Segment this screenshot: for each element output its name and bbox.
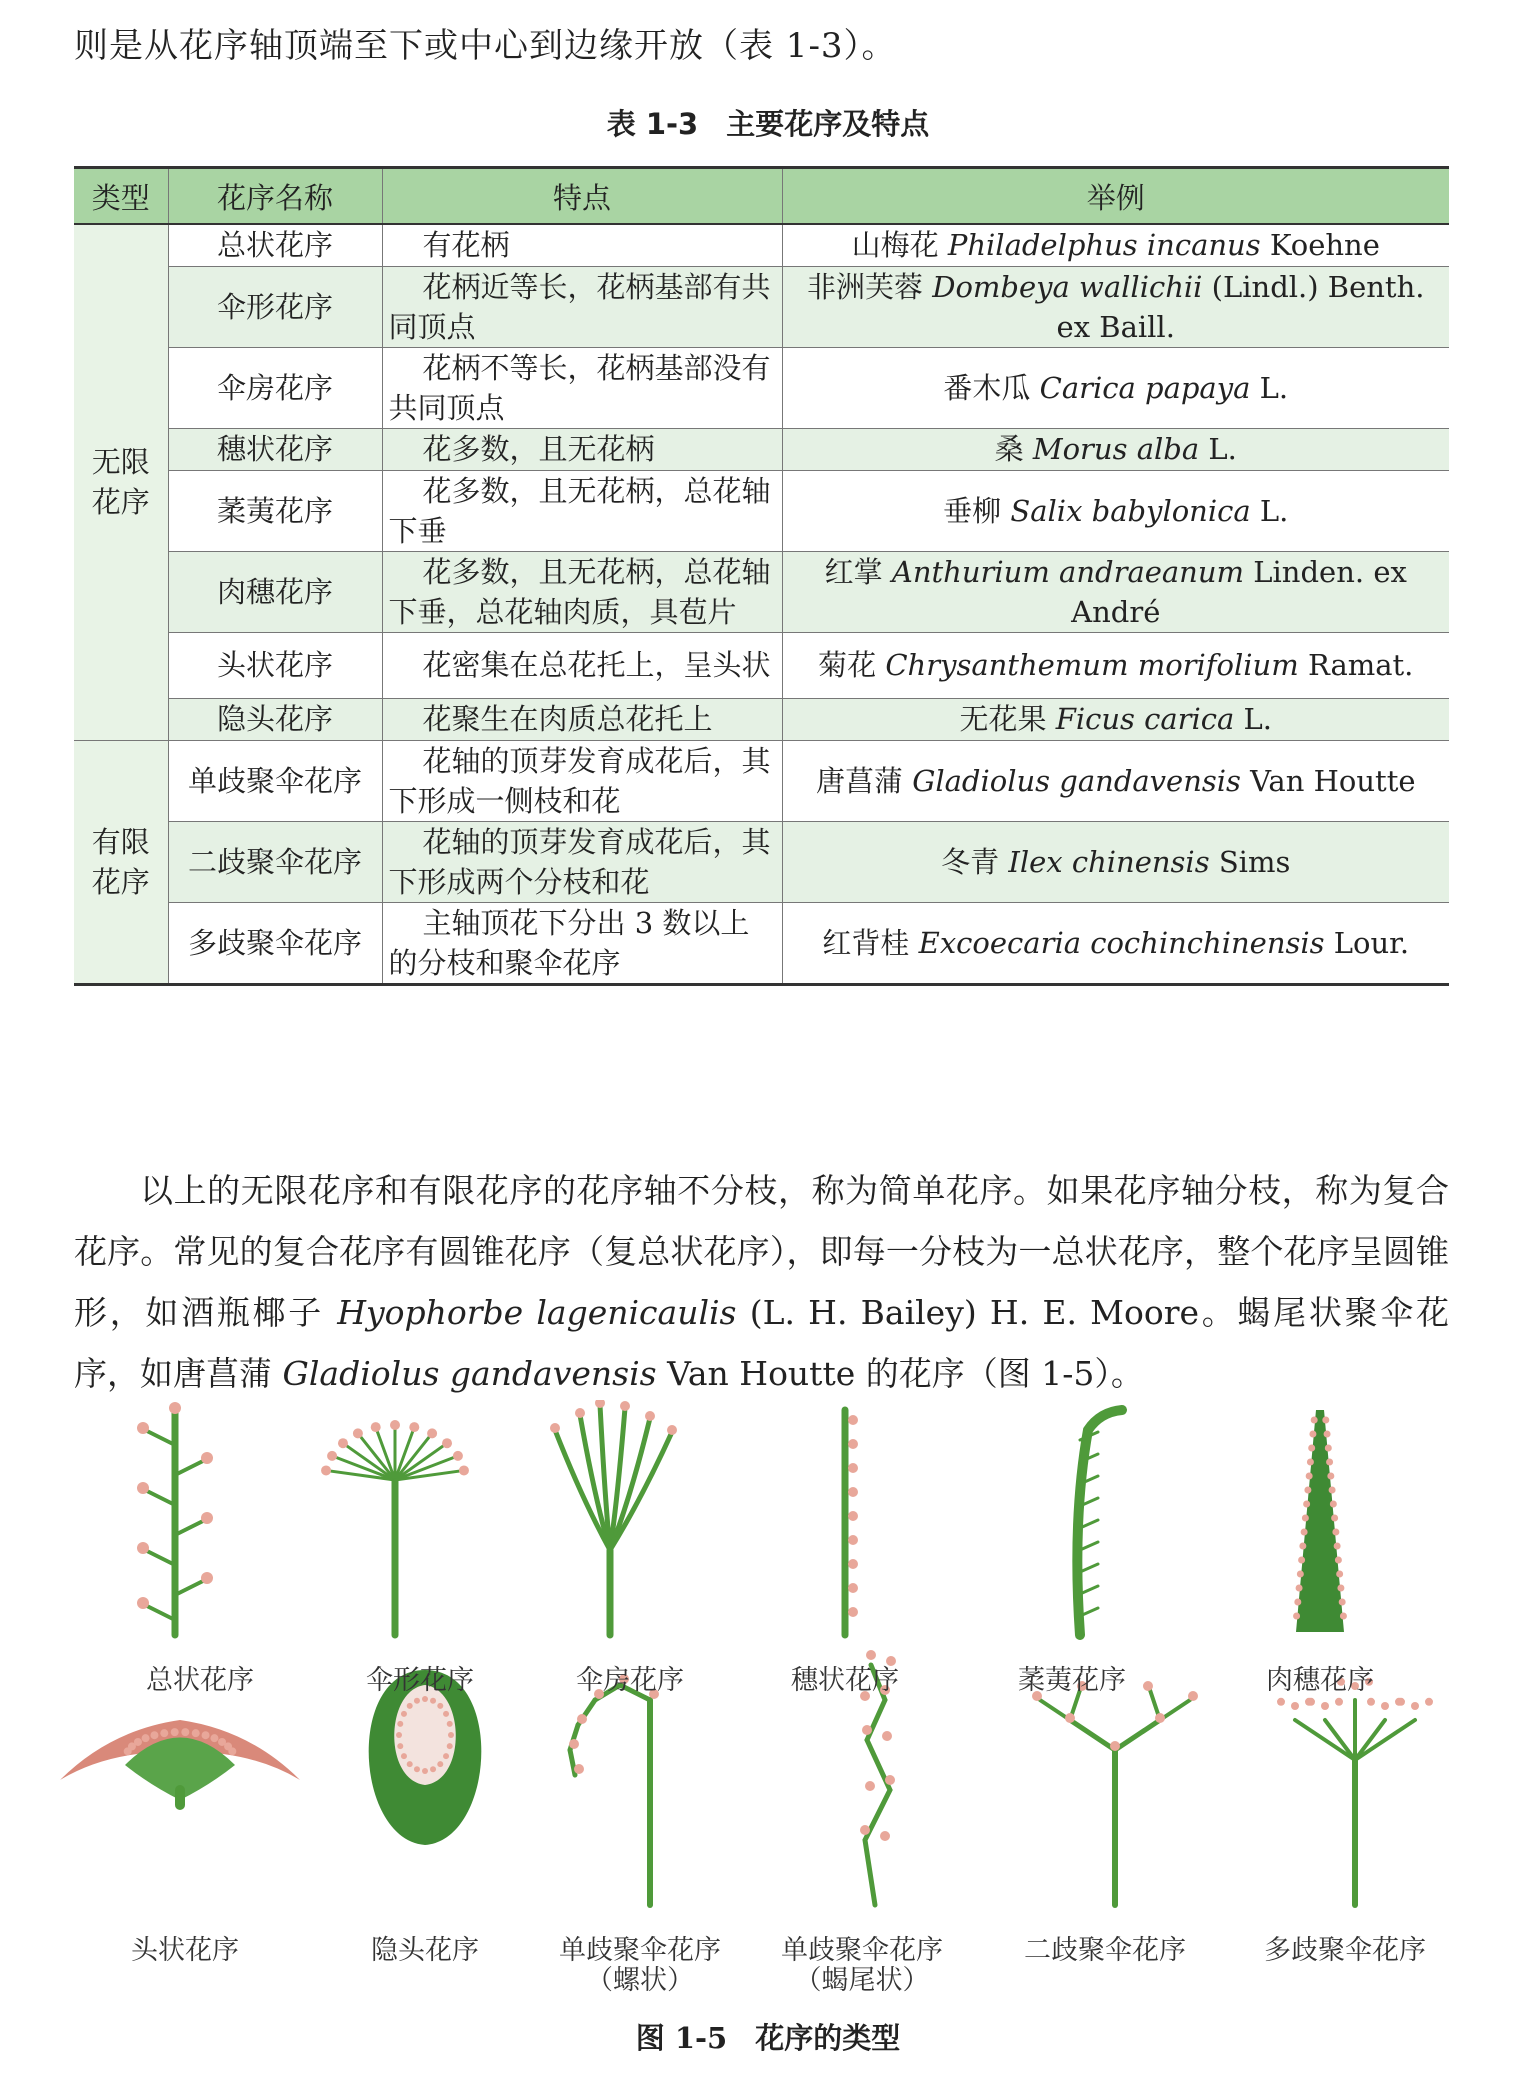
flower-dot xyxy=(327,1451,337,1461)
table-row xyxy=(74,428,1449,470)
label-corymb: 伞房花序 xyxy=(576,1665,684,1696)
flower-dot xyxy=(848,1559,858,1569)
example-latin: Philadelphus incanus xyxy=(947,228,1261,263)
table-number: 表 1-3 xyxy=(606,107,699,141)
flower-dot xyxy=(137,1422,149,1434)
pleiochasium-branch xyxy=(1325,1720,1355,1760)
example-latin: Salix babylonica xyxy=(1010,493,1251,528)
feature-cell: 主轴顶花下分出 3 数以上的分枝和聚伞花序 xyxy=(382,902,782,984)
flower-dot xyxy=(210,1734,218,1742)
flower-dot xyxy=(422,1768,428,1774)
flower-dot xyxy=(1324,1431,1331,1438)
flower-dot xyxy=(338,1438,348,1448)
flower-dot xyxy=(1294,1599,1301,1606)
flower-dot xyxy=(1332,1529,1339,1536)
flower-dot xyxy=(1306,1473,1313,1480)
flower-dot xyxy=(397,1721,403,1727)
flower-dot xyxy=(848,1487,858,1497)
flower-dot xyxy=(169,1402,181,1414)
flower-dot xyxy=(443,1753,449,1759)
bract xyxy=(1080,1564,1098,1572)
flower-dot xyxy=(430,1698,436,1704)
type-line2: 花序 xyxy=(91,485,150,520)
flower-dot xyxy=(1322,1417,1329,1424)
flower-dot xyxy=(443,1711,449,1717)
flower-dot xyxy=(1334,1543,1341,1550)
flower-dot xyxy=(407,1761,413,1767)
example-cell xyxy=(782,698,1449,740)
flower-dot xyxy=(396,1732,402,1738)
label-dichasium: 二歧聚伞花序 xyxy=(1024,1935,1186,1966)
label-hypanthodium: 隐头花序 xyxy=(371,1935,479,1966)
label-monochasium-1: 单歧聚伞花序 xyxy=(559,1935,721,1966)
label-head: 头状花序 xyxy=(131,1935,239,1966)
flower-dot xyxy=(1301,1529,1308,1536)
flower-dot xyxy=(574,1764,584,1774)
table-row xyxy=(74,470,1449,551)
flower-dot xyxy=(577,1714,587,1724)
example-cell xyxy=(782,821,1449,902)
feature-cell: 花柄不等长，花柄基部没有共同顶点 xyxy=(382,347,782,428)
flower-dot xyxy=(667,1425,677,1435)
flower-dot xyxy=(860,1825,870,1835)
table-header-row xyxy=(74,168,1449,225)
flower-dot xyxy=(181,1728,189,1736)
feature-cell: 花轴的顶芽发育成花后，其下形成一侧枝和花 xyxy=(382,740,782,821)
example-author: Van Houtte xyxy=(1250,763,1416,798)
feature-cell: 花柄近等长，花柄基部有共同顶点 xyxy=(382,266,782,347)
figure-title: 花序的类型 xyxy=(755,2021,901,2055)
type-cell xyxy=(74,740,168,984)
example-cn: 红背桂 xyxy=(822,925,910,960)
flower-dot xyxy=(401,1711,407,1717)
flower-dot xyxy=(390,1420,400,1430)
flower-dot xyxy=(453,1451,463,1461)
flower-dot xyxy=(1277,1698,1285,1706)
feature-cell: 花轴的顶芽发育成花后，其下形成两个分枝和花 xyxy=(382,821,782,902)
name-cell: 肉穗花序 xyxy=(168,551,382,632)
example-cn: 无花果 xyxy=(959,702,1047,736)
label-helicoid: （螺状） xyxy=(586,1965,694,1996)
flower-dot xyxy=(1110,1741,1120,1751)
example-latin: Chrysanthemum morifolium xyxy=(885,648,1299,682)
table-row xyxy=(74,698,1449,740)
flower-dot xyxy=(848,1607,858,1617)
table-row xyxy=(74,266,1449,347)
flower-dot xyxy=(437,1761,443,1767)
example-author: Sims xyxy=(1218,844,1291,879)
pedicel xyxy=(175,1580,205,1595)
example-author: L. xyxy=(1259,493,1289,528)
example-author: Linden. ex André xyxy=(1071,554,1407,629)
table-row xyxy=(74,740,1449,821)
flower-dot xyxy=(171,1728,179,1736)
table-row xyxy=(74,224,1449,266)
example-cn: 菊花 xyxy=(818,648,877,682)
table-row xyxy=(74,821,1449,902)
flower-dot xyxy=(1367,1698,1375,1706)
name-cell: 伞形花序 xyxy=(168,266,382,347)
example-cn: 垂柳 xyxy=(943,493,1002,528)
name-cell: 穗状花序 xyxy=(168,428,382,470)
label-spike: 穗状花序 xyxy=(791,1665,899,1696)
flower-dot xyxy=(414,1698,420,1704)
body-paragraph xyxy=(74,1160,1449,1404)
para-s3: Van Houtte 的花序（图 1-5）。 xyxy=(656,1354,1144,1393)
label-catkin: 葇荑花序 xyxy=(1018,1665,1126,1696)
flower-dot xyxy=(1297,1571,1304,1578)
flower-dot xyxy=(437,1703,443,1709)
flower-dot xyxy=(862,1725,872,1735)
pedicel xyxy=(145,1550,175,1565)
table-row xyxy=(74,632,1449,698)
flower-dot xyxy=(1304,1487,1311,1494)
label-monochasium-2: 单歧聚伞花序 xyxy=(781,1935,943,1966)
flower-dot xyxy=(228,1747,236,1755)
label-pleiochasium: 多歧聚伞花序 xyxy=(1264,1935,1426,1966)
flower-dot xyxy=(1330,1501,1337,1508)
flower-dot xyxy=(137,1482,149,1494)
flower-dot xyxy=(1335,1698,1343,1706)
flower-dot xyxy=(1291,1702,1299,1710)
example-author: L. xyxy=(1208,432,1237,466)
flower-dot xyxy=(620,1401,630,1411)
example-cn: 红掌 xyxy=(824,554,883,589)
catkin-axis xyxy=(1077,1410,1122,1635)
feature-cell: 花多数，且无花柄 xyxy=(382,428,782,470)
flower-dot xyxy=(1340,1613,1347,1620)
feature-cell: 花多数，且无花柄，总花轴下垂，总花轴肉质，具苞片 xyxy=(382,551,782,632)
header-example: 举例 xyxy=(782,168,1449,225)
flower-dot xyxy=(1309,1431,1316,1438)
header-feature: 特点 xyxy=(382,168,782,225)
type-cell xyxy=(74,224,168,740)
flower-dot xyxy=(201,1452,213,1464)
label-monochasium-helicoid xyxy=(530,1928,750,1995)
example-author: Ramat. xyxy=(1307,648,1414,682)
flower-dot xyxy=(1302,1515,1309,1522)
flower-dot xyxy=(1065,1713,1075,1723)
flower-dot xyxy=(865,1781,875,1791)
pedicel xyxy=(145,1490,175,1505)
flower-dot xyxy=(202,1731,210,1739)
flower-dot xyxy=(448,1732,454,1738)
label-raceme: 总状花序 xyxy=(146,1665,254,1696)
flower-dot xyxy=(1298,1557,1305,1564)
table-row xyxy=(74,902,1449,984)
flower-dot xyxy=(1325,1445,1332,1452)
pedicel xyxy=(145,1605,175,1620)
feature-cell: 花多数，且无花柄，总花轴下垂 xyxy=(382,470,782,551)
label-umbel: 伞形花序 xyxy=(366,1665,474,1696)
flower-dot xyxy=(201,1512,213,1524)
example-author: Koehne xyxy=(1269,228,1380,263)
example-author: Lour. xyxy=(1333,925,1410,960)
example-latin: Morus alba xyxy=(1032,432,1200,466)
flower-dot xyxy=(192,1729,200,1737)
flower-dot xyxy=(1307,1698,1315,1706)
flower-dot xyxy=(442,1438,452,1448)
example-cell xyxy=(782,902,1449,984)
pedicel xyxy=(175,1520,205,1535)
flower-dot xyxy=(447,1721,453,1727)
example-cn: 唐菖蒲 xyxy=(815,763,903,798)
type-line1: 无限 xyxy=(91,445,150,480)
example-cn: 番木瓜 xyxy=(943,370,1031,405)
example-latin: Gladiolus gandavensis xyxy=(912,763,1241,798)
intro-text: 则是从花序轴顶端至下或中心到边缘开放（表 1-3）。 xyxy=(74,26,897,66)
flower-dot xyxy=(137,1597,149,1609)
example-cell xyxy=(782,347,1449,428)
pedicel xyxy=(145,1430,175,1445)
flower-dot xyxy=(1303,1501,1310,1508)
para-s2: (L. H. Bailey) H. E. Moore。蝎尾状聚伞花序，如唐菖蒲 xyxy=(74,1293,1449,1393)
flower-dot xyxy=(459,1465,469,1475)
flower-dot xyxy=(1188,1691,1198,1701)
flower-dot xyxy=(848,1463,858,1473)
flower-dot xyxy=(1299,1543,1306,1550)
name-cell: 伞房花序 xyxy=(168,347,382,428)
example-cell xyxy=(782,740,1449,821)
example-latin: Ilex chinensis xyxy=(1008,844,1210,879)
example-cn: 冬青 xyxy=(941,844,1000,879)
flower-dot xyxy=(414,1766,420,1772)
example-cell xyxy=(782,428,1449,470)
flower-dot xyxy=(1307,1459,1314,1466)
header-type: 类型 xyxy=(74,168,168,225)
para-latin2: Gladiolus gandavensis xyxy=(282,1354,657,1393)
pleiochasium-branch xyxy=(1355,1720,1385,1760)
flower-dot xyxy=(1293,1613,1300,1620)
example-cell xyxy=(782,470,1449,551)
name-cell: 葇荑花序 xyxy=(168,470,382,551)
dichasium-branch xyxy=(1115,1720,1160,1750)
inflorescence-table xyxy=(74,166,1449,986)
flower-dot xyxy=(1381,1702,1389,1710)
example-cell xyxy=(782,266,1449,347)
flower-dot xyxy=(1397,1698,1405,1706)
flower-dot xyxy=(407,1703,413,1709)
flower-dot xyxy=(1336,1571,1343,1578)
flower-dot xyxy=(1339,1599,1346,1606)
flower-dot xyxy=(1308,1445,1315,1452)
flower-dot xyxy=(447,1743,453,1749)
name-cell: 多歧聚伞花序 xyxy=(168,902,382,984)
feature-cell: 花聚生在肉质总花托上 xyxy=(382,698,782,740)
table-row xyxy=(74,347,1449,428)
flower-dot xyxy=(142,1734,150,1742)
type-line2: 花序 xyxy=(91,864,150,899)
table-title: 主要花序及特点 xyxy=(726,107,930,141)
figure-caption xyxy=(0,2016,1536,2057)
example-latin: Anthurium andraeanum xyxy=(891,554,1245,589)
inflorescence-figure xyxy=(30,1400,1506,2030)
table-body xyxy=(74,224,1449,984)
example-latin: Ficus carica xyxy=(1055,702,1235,736)
flower-dot xyxy=(848,1583,858,1593)
flower-dot xyxy=(848,1439,858,1449)
flower-dot xyxy=(1296,1585,1303,1592)
flower-dot xyxy=(882,1731,892,1741)
flower-dot xyxy=(1321,1702,1329,1710)
label-spadix: 肉穗花序 xyxy=(1266,1665,1374,1696)
example-cell xyxy=(782,632,1449,698)
flower-dot xyxy=(1327,1473,1334,1480)
name-cell: 单歧聚伞花序 xyxy=(168,740,382,821)
flower-dot xyxy=(1337,1585,1344,1592)
flower-dot xyxy=(150,1731,158,1739)
flower-dot xyxy=(1329,1487,1336,1494)
flower-dot xyxy=(401,1753,407,1759)
example-cn: 桑 xyxy=(994,432,1024,466)
example-author: L. xyxy=(1259,370,1289,405)
flower-dot xyxy=(321,1465,331,1475)
example-cn: 山梅花 xyxy=(851,228,939,263)
flower-dot xyxy=(353,1428,363,1438)
para-latin1: Hyophorbe lagenicaulis xyxy=(337,1293,737,1332)
flower-dot xyxy=(848,1511,858,1521)
type-line1: 有限 xyxy=(91,824,150,859)
helicoid-branch xyxy=(570,1750,575,1775)
table-caption xyxy=(0,102,1536,143)
figure-number: 图 1-5 xyxy=(635,2021,728,2055)
feature-cell: 花密集在总花托上，呈头状 xyxy=(382,632,782,698)
header-name: 花序名称 xyxy=(168,168,382,225)
spadix-body xyxy=(1296,1410,1344,1632)
flower-dot xyxy=(1155,1713,1165,1723)
flower-dot xyxy=(550,1423,560,1433)
flower-dot xyxy=(134,1738,142,1746)
flower-dot xyxy=(397,1743,403,1749)
name-cell: 头状花序 xyxy=(168,632,382,698)
flower-dot xyxy=(595,1400,605,1408)
example-latin: Carica papaya xyxy=(1039,370,1251,405)
flower-dot xyxy=(1425,1698,1433,1706)
flower-dot xyxy=(880,1831,890,1841)
flower-dot xyxy=(575,1408,585,1418)
flower-dot xyxy=(1311,1417,1318,1424)
flower-dot xyxy=(1335,1557,1342,1564)
flower-dot xyxy=(430,1766,436,1772)
pleiochasium-branch xyxy=(1295,1720,1355,1760)
flower-dot xyxy=(848,1415,858,1425)
label-scorpioid: （蝎尾状） xyxy=(794,1965,930,1996)
bract xyxy=(1080,1542,1098,1550)
example-cell xyxy=(782,551,1449,632)
flower-dot xyxy=(569,1739,579,1749)
flower-dot xyxy=(1331,1515,1338,1522)
flower-dot xyxy=(427,1428,437,1438)
name-cell: 隐头花序 xyxy=(168,698,382,740)
example-cn: 非洲芙蓉 xyxy=(806,269,923,304)
pleiochasium-branch xyxy=(1355,1720,1415,1760)
para-s1: 以上的无限花序和有限花序的花序轴不分枝，称为简单花序。如果花序轴分枝，称为复合花序。常见的复合花序有圆锥花序（复总状花序），即每一分枝为一总状花序，整个花序呈圆锥形，如酒瓶椰子 xyxy=(74,1171,1449,1332)
flower-dot xyxy=(1326,1459,1333,1466)
example-cell xyxy=(782,224,1449,266)
example-latin: Dombeya wallichii xyxy=(932,269,1203,304)
flower-dot xyxy=(160,1729,168,1737)
flower-dot xyxy=(409,1422,419,1432)
flower-dot xyxy=(201,1572,213,1584)
feature-cell: 有花柄 xyxy=(382,224,782,266)
flower-dot xyxy=(645,1411,655,1421)
pedicel xyxy=(175,1460,205,1475)
flower-dot xyxy=(885,1775,895,1785)
example-author: (Lindl.) Benth. ex Baill. xyxy=(1056,269,1425,344)
label-monochasium-scorpioid xyxy=(752,1928,972,1995)
table-row xyxy=(74,551,1449,632)
dichasium-branch xyxy=(1070,1720,1115,1750)
flower-dot xyxy=(1411,1702,1419,1710)
example-author: L. xyxy=(1243,702,1273,736)
name-cell: 总状花序 xyxy=(168,224,382,266)
flower-dot xyxy=(848,1535,858,1545)
flower-dot xyxy=(371,1422,381,1432)
flower-dot xyxy=(137,1542,149,1554)
example-latin: Excoecaria cochinchinensis xyxy=(918,925,1325,960)
name-cell: 二歧聚伞花序 xyxy=(168,821,382,902)
